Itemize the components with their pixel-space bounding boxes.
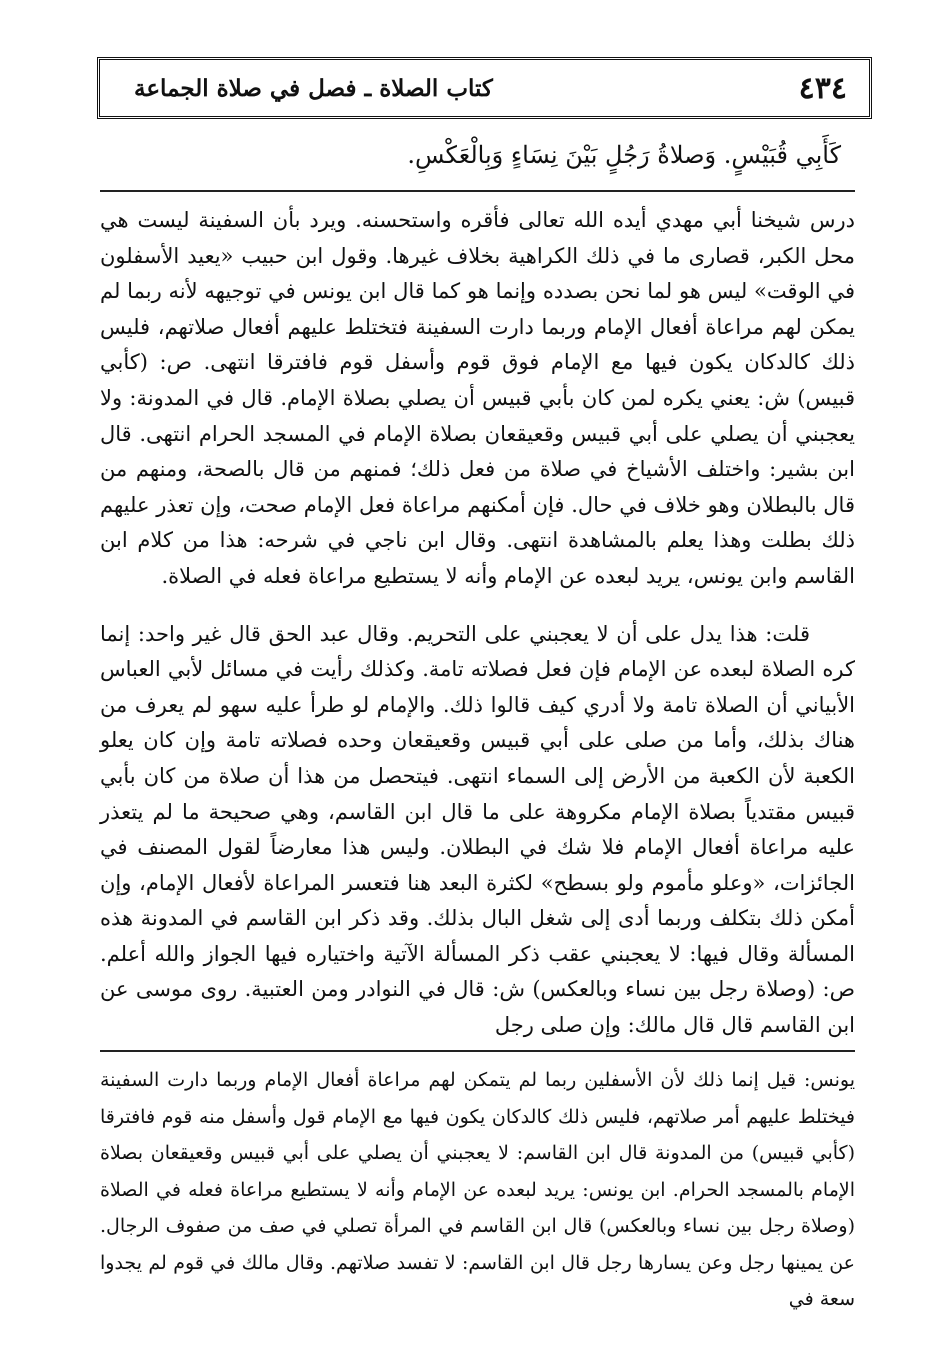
footnote-divider: [100, 1050, 855, 1052]
page-number: ٤٣٤: [798, 70, 847, 106]
running-header: [97, 57, 872, 119]
matn-text: كَأَبِي قُبَيْسٍ. وَصلاةُ رَجُلٍ بَيْنَ نِسَاءٍ وَبِالْعَكْسِ.: [407, 141, 841, 169]
footnote: [100, 1062, 855, 1318]
commentary-paragraph: درس شيخنا أبي مهدي أيده الله تعالى فأقره واستحسنه. ويرد بأن السفينة ليست هي محل الكبر، قصارى ما في ذلك الكراهية بخلاف غيرها. وقول ابن حبيب «يعيد الأسفلون في الوقت» ليس هو لما نحن بصدده وإنما هو كما قال ابن يونس في توجيهه لأنه ربما لم يمكن لهم مراعاة أفعال الإمام وربما دارت السفينة فتختلط عليهم أفعال صلاتهم، فليس ذلك كالدكان يكون فيها مع الإمام فوق قوم وأسفل قوم فافترقا انتهى. ص: (كأبي قبيس) ش: يعني يكره لمن كان بأبي قبيس أن يصلي بصلاة الإمام. قال في المدونة: ولا يعجبني أن يصلي على أبي قبيس وقعيقعان بصلاة الإمام في المسجد الحرام انتهى. قال ابن بشير: واختلف الأشياخ في صلاة من فعل ذلك؛ فمنهم من قال بالصحة، ومنهم من قال بالبطلان وهو خلاف في حال. فإن أمكنهم مراعاة فعل الإمام صحت، وإن تعذر عليهم ذلك بطلت وهذا يعلم بالمشاهدة انتهى. وقال ابن ناجي في شرحه: هذا من كلام ابن القاسم وابن يونس، يريد لبعده عن الإمام وأنه لا يستطيع مراعاة فعله في الصلاة.: [100, 208, 855, 588]
footnote-text: يونس: قيل إنما ذلك لأن الأسفلين ربما لم يتمكن لهم مراعاة أفعال الإمام وربما دارت السفينة فيختلط عليهم أمر صلاتهم، فليس ذلك كالدكان يكون فيها مع الإمام قول وأسفل منه قوم فافترقا (كأبي قبيس) من المدونة قال ابن القاسم: لا يعجبني أن يصلي على أبي قبيس وقعيقعان بصلاة الإمام بالمسجد الحرام. ابن يونس: يريد لبعده عن الإمام وأنه لا يستطيع مراعاة فعله في الصلاة (وصلاة رجل بين نساء وبالعكس) قال ابن القاسم في المرأة تصلي في صف من صفوف الرجال. عن يمينها رجل وعن يسارها رجل قال ابن القاسم: لا تفسد صلاتهم. وقال مالك في قوم لم يجدوا سعة في: [100, 1069, 855, 1310]
commentary-paragraph: قلت: هذا يدل على أن لا يعجبني على التحريم. وقال عبد الحق قال غير واحد: إنما كره الصلاة لبعده عن الإمام فإن فعل فصلاته تامة. وكذلك رأيت في مسائل لأبي العباس الأبياني أن الصلاة تامة ولا أدري كيف قالوا ذلك. والإمام لو طرأ عليه سهو لم يعرف من هناك بذلك، وأما من صلى على أبي قبيس وقعيقعان وحده فصلاته تامة وإن كان يعلو الكعبة لأن الكعبة من الأرض إلى السماء انتهى. فيتحصل من هذا أن صلاة من كان بأبي قبيس مقتدياً بصلاة الإمام مكروهة على ما قال ابن القاسم، وهي صحيحة ما لم يتعذر عليه مراعاة أفعال الإمام فلا شك في البطلان. وليس هذا معارضاً لقول المصنف في الجائزات، «وعلو مأموم ولو بسطح» لكثرة البعد هنا فتعسر المراعاة لأفعال الإمام، وإن أمكن ذلك بتكلف وربما أدى إلى شغل البال بذلك. وقد ذكر ابن القاسم في المدونة هذه المسألة وقال فيها: لا يعجبني عقب ذكر المسألة الآتية واختياره فيها الجواز والله أعلم. ص: (وصلاة رجل بين نساء وبالعكس) ش: قال في النوادر ومن العتبية. روى موسى عن ابن القاسم قال قال مالك: وإن صلى رجل: [100, 621, 855, 1038]
chapter-title: كتاب الصلاة ـ فصل في صلاة الجماعة: [134, 74, 493, 102]
commentary-body: [100, 203, 855, 1044]
matn-divider: [100, 190, 855, 192]
